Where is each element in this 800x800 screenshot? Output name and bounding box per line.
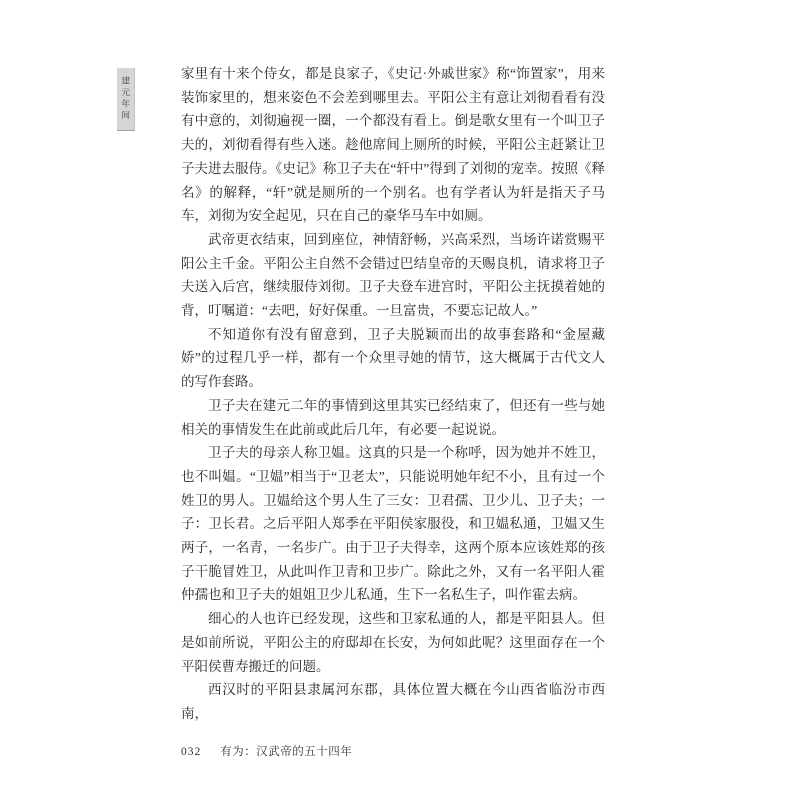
running-book-title: 有为：汉武帝的五十四年 — [220, 746, 353, 758]
page-footer — [181, 743, 352, 759]
paragraph: 卫子夫在建元二年的事情到这里其实已经结束了，但还有一些与她相关的事情发生在此前或此后几年，有必要一起说说。 — [181, 397, 605, 437]
paragraph: 细心的人也许已经发现，这些和卫家私通的人，都是平阳县人。但是如前所说，平阳公主的府邸却在长安，为何如此呢？这里面存在一个平阳侯曹寿搬迁的问题。 — [181, 611, 605, 674]
chapter-margin-tab — [117, 68, 135, 131]
paragraph: 家里有十来个侍女，都是良家子，《史记·外戚世家》称“饰置家”，用来装饰家里的，想来姿色不会差到哪里去。平阳公主有意让刘彻看看有没有中意的，刘彻遍视一圈，一个都没有看上。倒是歌女里有一个叫卫子夫的，刘彻看得有些入迷。趁他席间上厕所的时候，平阳公主赶紧让卫子夫进去服侍。《史记》称卫子夫在“轩中”得到了刘彻的宠幸。按照《释名》的解释，“轩”就是厕所的一个别名。也有学者认为轩是指天子马车，刘彻为安全起见，只在自己的豪华马车中如厕。 — [181, 66, 605, 224]
chapter-margin-tab-label: 建元年间 — [120, 76, 131, 122]
body-text-block — [181, 62, 605, 726]
paragraph: 不知道你有没有留意到，卫子夫脱颖而出的故事套路和“金屋藏娇”的过程几乎一样，都有一个众里寻她的情节，这大概属于古代文人的写作套路。 — [181, 326, 605, 390]
paragraph: 武帝更衣结束，回到座位，神情舒畅，兴高采烈，当场许诺赏赐平阳公主千金。平阳公主自然不会错过巴结皇帝的天赐良机，请求将卫子夫送入后宫，继续服侍刘彻。卫子夫登车进宫时，平阳公主抚摸着她的背，叮嘱道：“去吧，好好保重。一旦富贵，不要忘记故人。” — [181, 231, 605, 319]
paragraph: 西汉时的平阳县隶属河东郡，具体位置大概在今山西省临汾市西南， — [181, 682, 605, 721]
paragraph: 卫子夫的母亲人称卫媪。这真的只是一个称呼，因为她并不姓卫，也不叫媪。“卫媪”相当于“卫老太”，只能说明她年纪不小，且有过一个姓卫的男人。卫媪给这个男人生了三女：卫君孺、卫少儿、卫子夫；一子：卫长君。之后平阳人郑季在平阳侯家服役，和卫媪私通，卫媪又生两子，一名青，一名步广。由于卫子夫得幸，这两个原本应该姓郑的孩子干脆冒姓卫，从此叫作卫青和卫步广。除此之外，又有一名平阳人霍仲孺也和卫子夫的姐姐卫少儿私通，生下一名私生子，叫作霍去病。 — [181, 445, 605, 603]
page-number: 032 — [181, 746, 202, 758]
